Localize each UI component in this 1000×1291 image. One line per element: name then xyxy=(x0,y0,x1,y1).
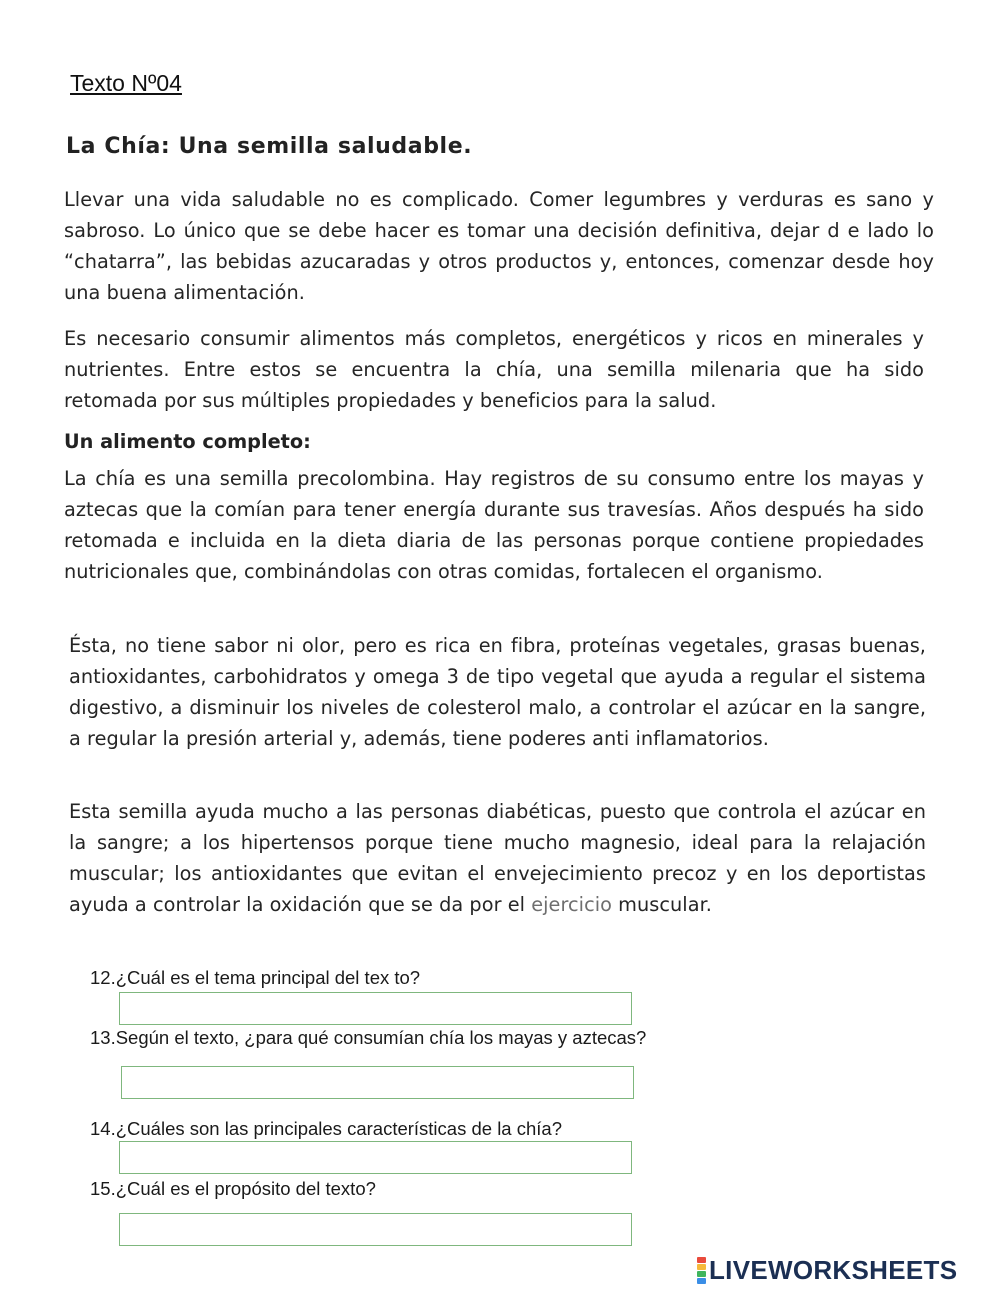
article-title: La Chía: Una semilla saludable. xyxy=(66,134,473,159)
answer-input-14[interactable] xyxy=(119,1141,632,1174)
question-15: 15.¿Cuál es el propósito del texto? xyxy=(90,1178,376,1199)
section-heading: Un alimento completo: xyxy=(64,430,311,453)
question-14: 14.¿Cuáles son las principales características de la chía? xyxy=(90,1118,562,1139)
paragraph-properties: Ésta, no tiene sabor ni olor, pero es rica en fibra, proteínas vegetales, grasas buenas, antioxidantes, carbohidratos y omega 3 de tipo vegetal que ayuda a regular el sistema digestivo, a disminuir los niveles de colesterol malo, a controlar el azúcar en la sangre, a regular la presión arterial y, además, tiene poderes anti inflamatorios. xyxy=(69,634,926,750)
question-13: 13.Según el texto, ¿para qué consumían chía los mayas y aztecas? xyxy=(90,1027,647,1048)
brand-name: LIVEWORKSHEETS xyxy=(709,1254,958,1285)
paragraph-nutrients: Es necesario consumir alimentos más completos, energéticos y ricos en minerales y nutrientes. Entre estos se encuentra la chía, una semilla milenaria que ha sido retomada por sus múltiples propiedades y beneficios para la salud. xyxy=(64,327,924,412)
paragraph-intro: Llevar una vida saludable no es complicado. Comer legumbres y verduras es sano y sabroso. Lo único que se debe hacer es tomar una decisión definitiva, dejar d e lado lo “chatarra”, las bebidas azucaradas y otros productos y, entonces, comenzar desde hoy una buena alimentación. xyxy=(64,188,934,304)
answer-input-12[interactable] xyxy=(119,992,632,1025)
liveworksheets-brand[interactable] xyxy=(697,1256,957,1284)
answer-input-15[interactable] xyxy=(119,1213,632,1246)
answer-input-13[interactable] xyxy=(121,1066,634,1099)
liveworksheets-logo-icon xyxy=(697,1257,706,1284)
paragraph-benefits-text: Esta semilla ayuda mucho a las personas diabéticas, puesto que controla el azúcar en la sangre; a los hipertensos porque tiene mucho magnesio, ideal para la relajación muscular; los antioxidantes que evitan el envejecimiento precoz y en los deportistas ayuda a controlar la oxidación que se da por el xyxy=(69,800,926,916)
paragraph-history: La chía es una semilla precolombina. Hay registros de su consumo entre los mayas y aztecas que la comían para tener energía durante sus travesías. Años después ha sido retomada e incluida en la dieta diaria de las personas porque contiene propiedades nutricionales que, combinándolas con otras comidas, fortalecen el organismo. xyxy=(64,467,924,583)
highlighted-word: ejercicio xyxy=(531,893,612,916)
paragraph-benefits-end: muscular. xyxy=(618,893,712,916)
text-number-label: Texto Nº04 xyxy=(70,70,182,96)
question-12: 12.¿Cuál es el tema principal del tex to? xyxy=(90,967,421,988)
paragraph-benefits xyxy=(69,796,926,920)
